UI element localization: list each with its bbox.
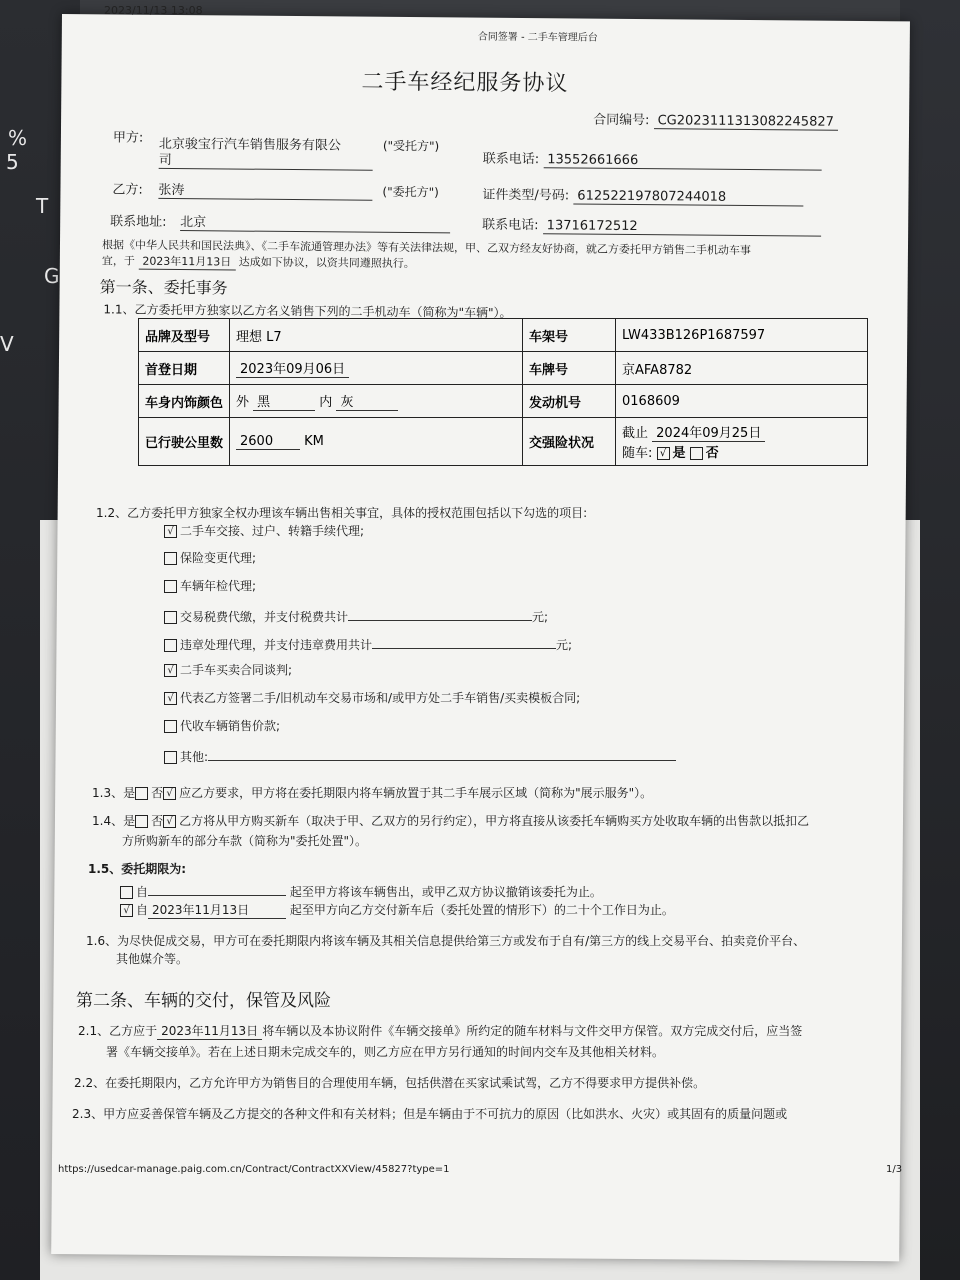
clause-1-1: 1.1、乙方委托甲方独家以乙方名义销售下列的二手机动车（简称为"车辆"）。	[103, 302, 512, 320]
insurance-label: 交强险状况	[523, 418, 616, 466]
clause-2-2: 2.2、在委托期限内，乙方允许甲方为销售目的合理使用车辆，包括供潜在买家试乘试驾，乙方不得要求甲方提供补偿。	[74, 1076, 706, 1090]
party-b-phone: 联系电话: 13716172512	[482, 214, 821, 237]
party-a-label: 甲方:	[112, 130, 144, 146]
keyboard-key: %	[8, 126, 28, 150]
address-value: 北京	[180, 211, 450, 233]
checkbox-term-2[interactable]: √	[120, 904, 133, 917]
clause-2-1: 2.1、乙方应于 2023年11月13日 将车辆以及本协议附件《车辆交接单》所约定的随车材料与文件交甲方保管。双方完成交付后，应当签	[78, 1024, 803, 1038]
plate-label: 车牌号	[523, 352, 616, 385]
insurance-value: 截止 2024年09月25日 随车: √ 是 否	[616, 418, 868, 466]
keyboard-key: 5	[6, 150, 19, 174]
plate-value: 京AFA8782	[616, 352, 868, 385]
brand-value: 理想 L7	[230, 319, 523, 352]
clause-1-5-title: 1.5、委托期限为:	[88, 862, 187, 876]
page-header: 合同签署 - 二手车管理后台	[477, 31, 598, 44]
checkbox-no[interactable]	[690, 447, 703, 460]
auth-item[interactable]: 车辆年检代理;	[164, 577, 256, 594]
page-number: 1/3	[886, 1164, 903, 1175]
term-option-1: 自 起至甲方将该车辆售出，或甲乙双方协议撤销该委托为止。	[120, 880, 602, 900]
party-b-role: ("委托方")	[382, 184, 439, 200]
clause-2-3: 2.3、甲方应妥善保管车辆及乙方提交的各种文件和有关材料；但是车辆由于不可抗力的原因（比如洪水、火灾）或其固有的质量问题或	[72, 1107, 788, 1121]
checkbox-1-4-yes[interactable]	[135, 815, 148, 828]
vin-label: 车架号	[523, 319, 616, 352]
color-value: 外 黑 内 灰	[230, 385, 523, 418]
engine-label: 发动机号	[523, 385, 616, 418]
keyboard-key: G	[44, 264, 60, 288]
timestamp: 2023/11/13 13:08	[104, 4, 203, 17]
engine-value: 0168609	[616, 385, 868, 418]
party-a-phone: 联系电话: 13552661666	[483, 148, 822, 171]
party-b-name: 张涛	[158, 179, 372, 201]
intro-line-2: 宜，于 2023年11月13日 达成如下协议，以资共同遵照执行。	[101, 254, 415, 271]
checkbox-term-1[interactable]	[120, 886, 133, 899]
mileage-label: 已行驶公里数	[139, 418, 230, 466]
keyboard-key: T	[36, 194, 49, 218]
party-a-name-2: 司	[159, 149, 373, 171]
checkbox-1-3-no[interactable]: √	[163, 787, 176, 800]
clause-2-1-cont: 署《车辆交接单》。若在上述日期未完成交车的，则乙方应在甲方另行通知的时间内交车及其他相关材料。	[106, 1045, 665, 1059]
reg-date-label: 首登日期	[139, 352, 230, 385]
section-2-title: 第二条、车辆的交付，保管及风险	[76, 991, 331, 1011]
intro-line-1: 根据《中华人民共和国民法典》、《二手车流通管理办法》等有关法律法规，甲、乙双方经友好协商，就乙方委托甲方销售二手机动车事	[101, 238, 752, 258]
page-title: 二手车经纪服务协议	[361, 69, 569, 97]
brand-label: 品牌及型号	[139, 319, 230, 352]
color-label: 车身内饰颜色	[139, 385, 230, 418]
contract-number: 合同编号: CG2023111313082245827	[593, 109, 838, 131]
vin-value: LW433B126P1687597	[616, 319, 868, 352]
checkbox-1-4-no[interactable]: √	[163, 815, 176, 828]
clause-1-4: 1.4、是 否 √ 乙方将从甲方购买新车（取决于甲、乙双方的另行约定），甲方将直接从该委托车辆购买方处收取车辆的出售款以抵扣乙	[92, 814, 810, 828]
clause-1-3: 1.3、是 否 √ 应乙方要求，甲方将在委托期限内将车辆放置于其二手车展示区域（简称为"展示服务"）。	[92, 786, 653, 800]
auth-item[interactable]: 交易税费代缴，并支付税费共计 元;	[164, 605, 548, 625]
auth-item[interactable]: √ 二手车交接、过户、转籍手续代理;	[164, 522, 364, 539]
address-label: 联系地址:	[110, 214, 167, 230]
clause-1-6: 1.6、为尽快促成交易，甲方可在委托期限内将该车辆及其相关信息提供给第三方或发布于自有/第三方的线上交易平台、拍卖竞价平台、	[86, 934, 806, 948]
clause-1-4-cont: 方所购新车的部分车款（简称为"委托处置"）。	[122, 834, 368, 848]
clause-1-6-cont: 其他媒介等。	[116, 952, 189, 966]
party-a-role: ("受托方")	[382, 138, 440, 154]
clause-1-2-intro: 1.2、乙方委托甲方独家全权办理该车辆出售相关事宜，具体的授权范围包括以下勾选的项目:	[96, 506, 588, 520]
term-option-2: √ 自 2023年11月13日 起至甲方向乙方交付新车后（委托处置的情形下）的二十个工作日为止。	[120, 901, 674, 919]
vehicle-table	[138, 318, 868, 466]
section-1-title: 第一条、委托事务	[99, 277, 228, 298]
auth-item[interactable]: 违章处理代理，并支付违章费用共计 元;	[164, 633, 572, 653]
auth-item[interactable]: √ 代表乙方签署二手/旧机动车交易市场和/或甲方处二手车销售/买卖模板合同;	[164, 689, 580, 706]
footer-url: https://usedcar-manage.paig.com.cn/Contract/ContractXXView/45827?type=1	[58, 1164, 450, 1175]
reg-date-value: 2023年09月06日	[230, 352, 523, 385]
checkbox-1-3-yes[interactable]	[135, 787, 148, 800]
party-b-id: 证件类型/号码: 612522197807244018	[482, 184, 803, 207]
auth-item[interactable]: 保险变更代理;	[164, 549, 256, 566]
checkbox-yes[interactable]: √	[657, 447, 670, 460]
keyboard-key: V	[0, 332, 14, 356]
mileage-value: 2600 KM	[230, 418, 523, 466]
party-b-label: 乙方:	[112, 182, 143, 198]
auth-item[interactable]: √ 二手车买卖合同谈判;	[164, 661, 292, 678]
auth-item[interactable]: 其他:	[164, 745, 676, 765]
party-a-name: 北京骏宝行汽车销售服务有限公	[158, 136, 341, 154]
auth-item[interactable]: 代收车辆销售价款;	[164, 717, 280, 734]
